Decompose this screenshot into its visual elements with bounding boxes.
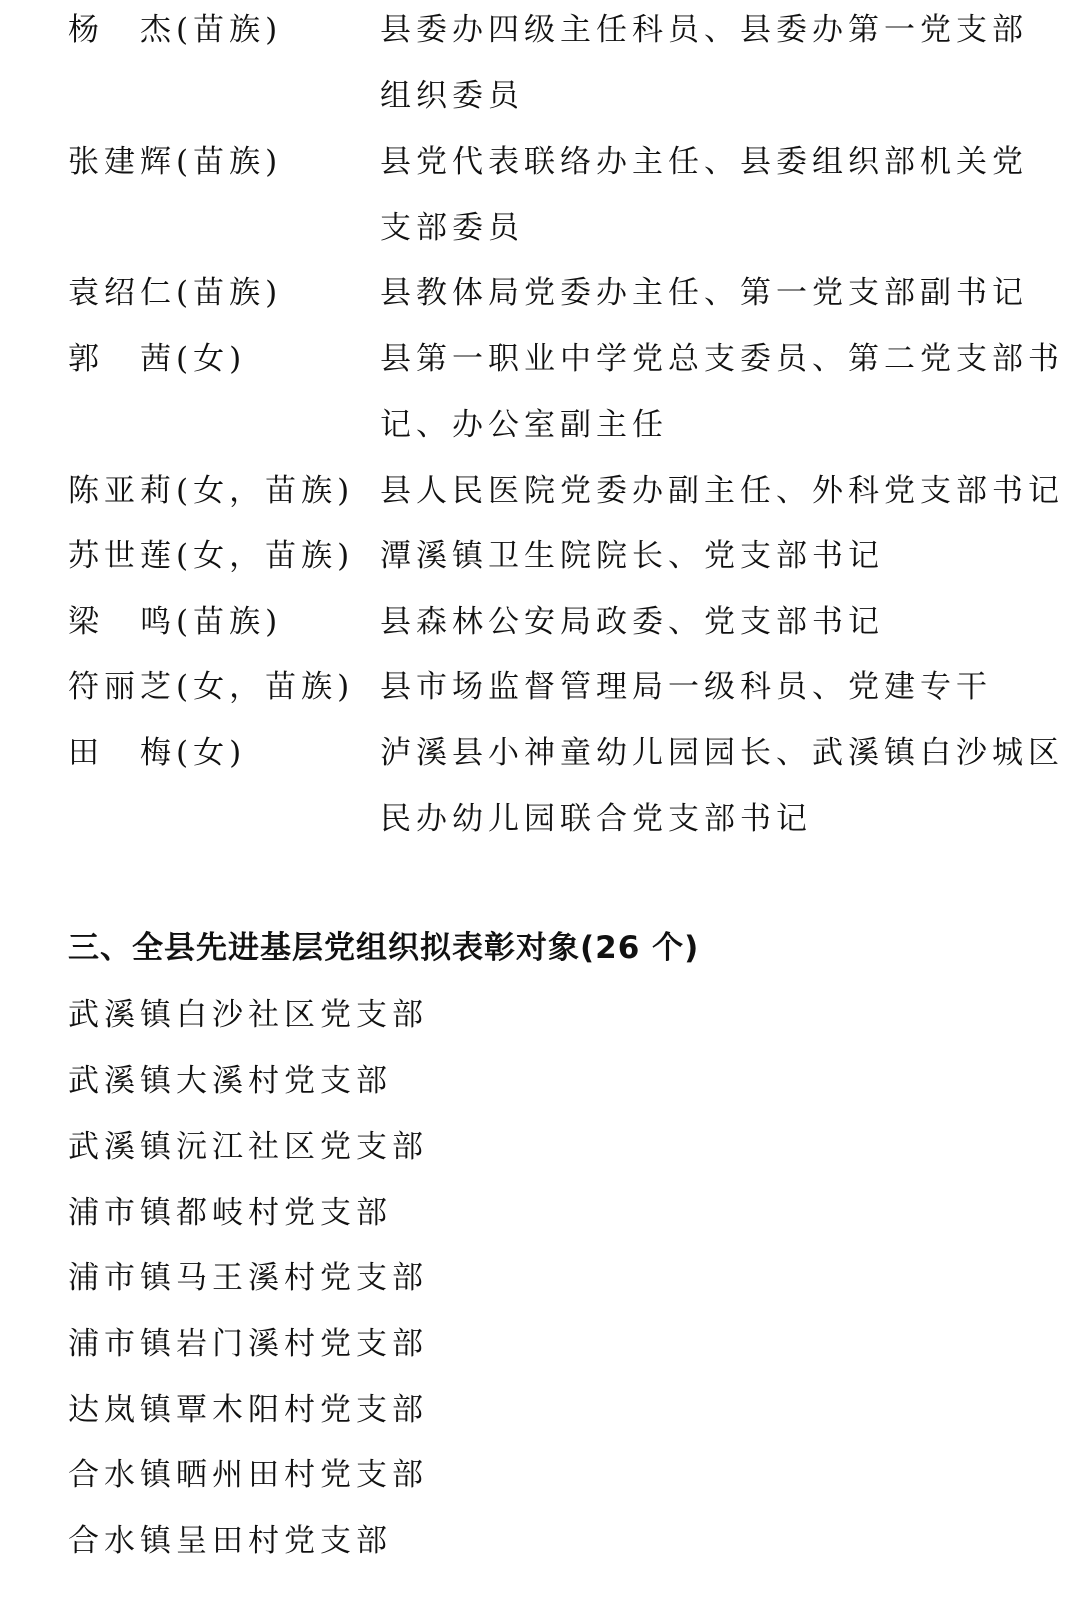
org-list-item: 合水镇晒州田村党支部 <box>68 1457 428 1493</box>
person-name: 郭 茜(女) <box>68 341 247 377</box>
person-title: 县教体局党委办主任、第一党支部副书记 <box>380 275 1028 311</box>
person-name: 梁 鸣(苗族) <box>68 604 283 640</box>
person-name: 陈亚莉(女，苗族) <box>68 473 355 509</box>
person-title: 县森林公安局政委、党支部书记 <box>380 604 884 640</box>
org-list-item: 武溪镇沅江社区党支部 <box>68 1129 428 1165</box>
person-title: 县市场监督管理局一级科员、党建专干 <box>380 669 992 705</box>
person-title: 县人民医院党委办副主任、外科党支部书记 <box>380 473 1064 509</box>
org-list-item: 浦市镇都岐村党支部 <box>68 1195 392 1231</box>
person-name: 苏世莲(女，苗族) <box>68 538 355 574</box>
person-title: 泸溪县小神童幼儿园园长、武溪镇白沙城区 <box>380 735 1064 771</box>
person-title: 县委办四级主任科员、县委办第一党支部 <box>380 12 1028 48</box>
org-list-item: 武溪镇白沙社区党支部 <box>68 997 428 1033</box>
person-name: 符丽芝(女，苗族) <box>68 669 355 705</box>
person-title: 县第一职业中学党总支委员、第二党支部书 <box>380 341 1064 377</box>
person-name: 袁绍仁(苗族) <box>68 275 283 311</box>
org-list-item: 浦市镇岩门溪村党支部 <box>68 1326 428 1362</box>
org-list-item: 合水镇呈田村党支部 <box>68 1523 392 1559</box>
org-list-item: 浦市镇马王溪村党支部 <box>68 1260 428 1296</box>
person-name: 张建辉(苗族) <box>68 144 283 180</box>
org-list-item: 武溪镇大溪村党支部 <box>68 1063 392 1099</box>
person-title-continued: 记、办公室副主任 <box>380 407 668 443</box>
person-name: 杨 杰(苗族) <box>68 12 283 48</box>
person-title-continued: 民办幼儿园联合党支部书记 <box>380 801 812 837</box>
person-title: 潭溪镇卫生院院长、党支部书记 <box>380 538 884 574</box>
person-title: 县党代表联络办主任、县委组织部机关党 <box>380 144 1028 180</box>
org-list-item: 达岚镇覃木阳村党支部 <box>68 1392 428 1428</box>
section-heading: 三、全县先进基层党组织拟表彰对象(26 个) <box>68 930 700 966</box>
person-name: 田 梅(女) <box>68 735 247 771</box>
person-title-continued: 支部委员 <box>380 210 524 246</box>
person-title-continued: 组织委员 <box>380 78 524 114</box>
